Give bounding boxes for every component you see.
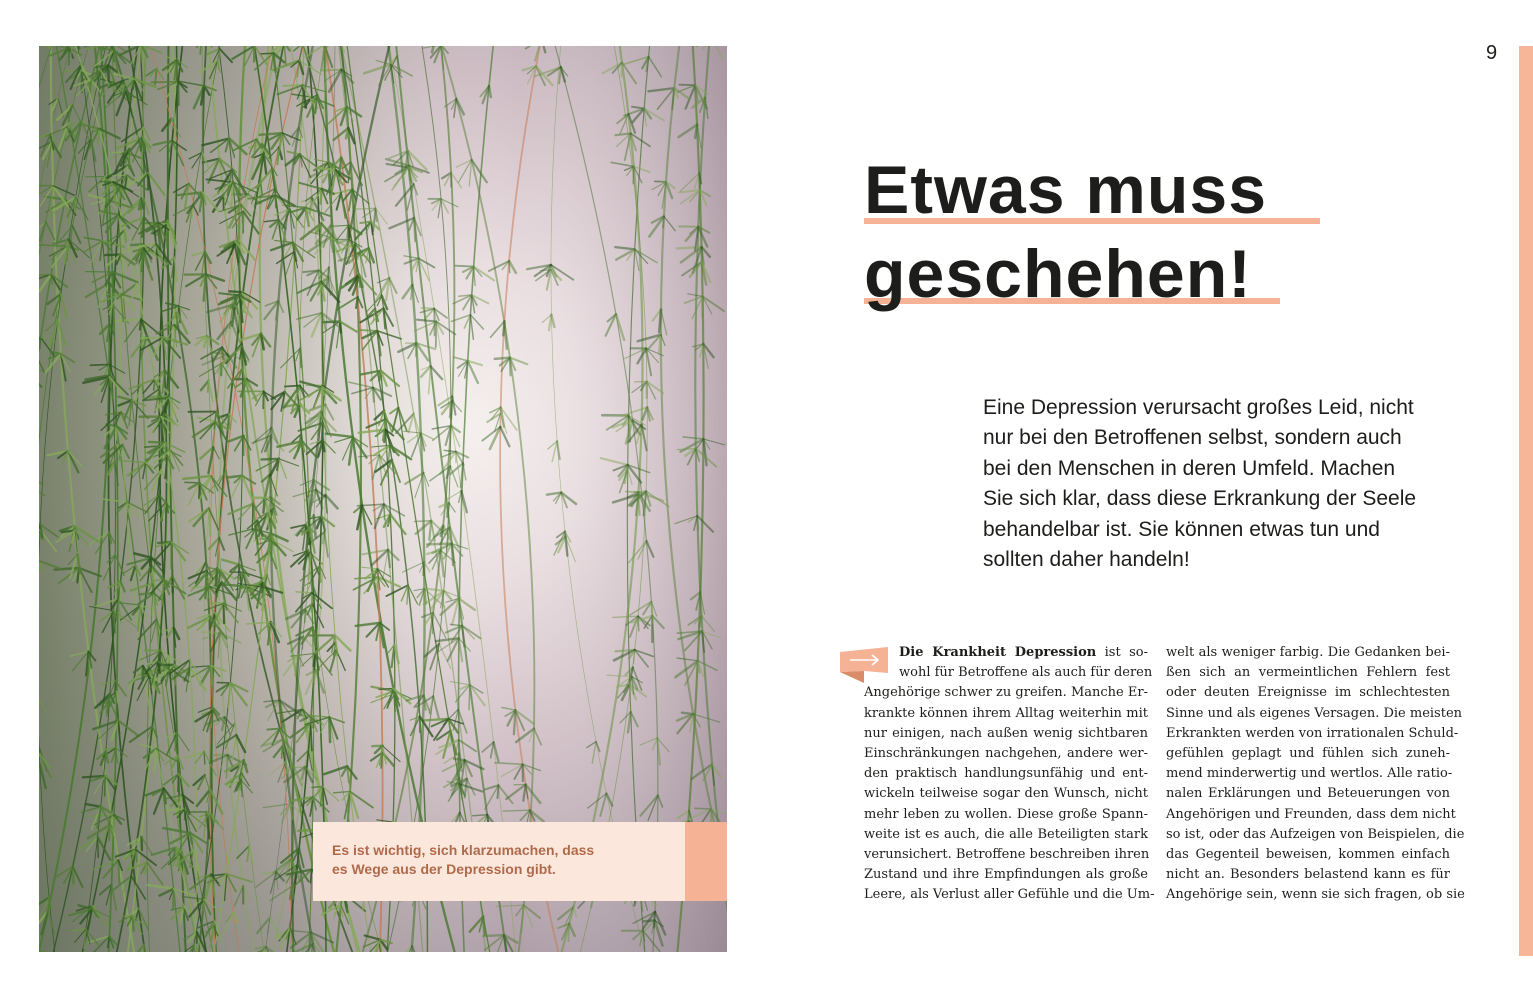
fern-leaf	[131, 244, 144, 245]
body-line: nalen Erklärungen und Beteuerungen von	[1166, 786, 1450, 802]
body-line: ßen sich an vermeintlichen Fehlern fest	[1166, 665, 1450, 681]
fern-leaf	[354, 208, 376, 209]
fern-leaf	[663, 216, 664, 227]
fern-leaf	[305, 610, 306, 622]
fern-leaf	[498, 785, 499, 798]
body-line: gefühlen geplagt und fühlen sich zuneh-	[1166, 746, 1450, 762]
photo-caption	[313, 822, 685, 901]
title-line: Etwas muss	[864, 152, 1268, 228]
body-line: mend minderwertig und wertlos. Alle ratio-	[1166, 766, 1453, 782]
fern-leaf	[452, 544, 453, 566]
chapter-color-strip	[1519, 46, 1533, 956]
body-column-1	[864, 643, 1155, 906]
fern-leaf	[423, 562, 424, 575]
fern-leaf	[425, 589, 426, 604]
fern-leaf	[161, 417, 162, 442]
intro-line: sollten daher handeln!	[983, 548, 1190, 572]
fern-leaf	[270, 435, 271, 460]
fern-leaf	[321, 70, 341, 71]
fern-leaf	[503, 810, 530, 811]
fern-leaf	[514, 710, 516, 734]
body-line: Sinne und als eigenes Versagen. Die meisten	[1166, 705, 1463, 721]
fern-leaf	[659, 310, 661, 333]
fern-leaf	[229, 291, 243, 292]
intro-line: bei den Menschen in deren Umfeld. Machen	[983, 456, 1396, 480]
fern-leaf	[140, 337, 163, 338]
fern-leaf	[253, 497, 270, 498]
fern-leaf	[229, 414, 230, 428]
fern-leaf	[178, 774, 179, 792]
fern-leaf	[311, 870, 312, 883]
fern-leaf	[483, 935, 504, 936]
fern-leaf	[695, 808, 711, 809]
caption-accent-tab	[685, 822, 727, 901]
fern-leaf	[105, 776, 106, 796]
fern-leaf	[175, 665, 176, 685]
body-line: den praktisch handlungsunfähig und ent-	[864, 766, 1148, 782]
intro-line: nur bei den Betroffenen selbst, sondern auch	[983, 426, 1402, 450]
fern-leaf	[39, 530, 40, 540]
fern-leaf	[224, 603, 225, 623]
fern-leaf	[149, 442, 165, 443]
body-line: wickeln teilweise sogar den Wunsch, nicht	[864, 786, 1148, 802]
body-line: Zustand und ihre Empfindungen als große	[864, 867, 1148, 883]
body-line: nicht an. Besonders belastend kann es für	[1166, 867, 1450, 883]
chapter-title	[864, 148, 1267, 316]
body-line: oder deuten Ereignisse im schlechtesten	[1166, 685, 1450, 701]
fern-leaf	[655, 181, 666, 182]
caption-line: Es ist wichtig, sich klarzumachen, dass	[332, 842, 595, 858]
fern-leaf	[149, 396, 168, 397]
fern-leaf	[113, 815, 114, 833]
body-line: mehr leben zu wollen. Diese große Spann-	[864, 806, 1148, 822]
fern-leaf	[296, 592, 312, 593]
fern-illustration	[39, 46, 727, 952]
fern-leaf	[252, 504, 253, 530]
intro-line: Eine Depression verursacht großes Leid, nicht	[983, 396, 1414, 419]
fern-leaf	[75, 198, 76, 213]
intro-line: Sie sich klar, dass diese Erkrankung der Seele	[983, 487, 1417, 511]
fern-photo	[39, 46, 727, 952]
fern-leaf	[261, 53, 274, 54]
fern-leaf	[622, 63, 623, 77]
body-line: welt als weniger farbig. Die Gedanken bei-	[1166, 645, 1450, 660]
body-line: so ist, oder das Aufzeigen von Beispielen, die	[1166, 826, 1465, 842]
fern-leaf	[638, 616, 639, 631]
body-line: Die Krankheit Depression ist so-	[899, 645, 1148, 660]
fern-leaf	[201, 632, 220, 633]
body-line: Erkrankten werden von irrationalen Schuld-	[1166, 725, 1459, 741]
caption-line: es Wege aus der Depression gibt.	[332, 861, 556, 877]
fern-leaf	[679, 85, 695, 86]
body-line: das Gegenteil beweisen, kommen einfach	[1166, 847, 1450, 863]
fern-leaf	[40, 337, 41, 348]
body-line: krankte können ihrem Alltag weiterhin mit	[864, 705, 1148, 721]
fern-leaf	[69, 48, 70, 65]
fern-leaf	[116, 426, 117, 440]
body-line: nur einigen, nach außen wenig sichtbaren	[864, 725, 1148, 741]
intro-paragraph	[983, 393, 1453, 575]
fern-leaf	[151, 558, 152, 572]
body-line: weite ist es auch, die alle Beteiligten stark	[864, 826, 1148, 842]
body-line: Angehörige sein, wenn sie sich fragen, ob sie	[1166, 887, 1465, 903]
title-line: geschehen!	[864, 236, 1252, 312]
body-line: Angehörige schwer zu greifen. Manche Er-	[864, 685, 1148, 701]
fern-leaf	[173, 889, 174, 909]
intro-line: behandelbar ist. Sie können etwas tun und	[983, 517, 1380, 541]
fern-leaf	[320, 189, 321, 204]
fern-leaf	[127, 165, 128, 183]
lead-in-phrase: Die Krankheit Depression	[899, 645, 1097, 660]
fern-leaf	[105, 255, 121, 256]
fern-leaf	[349, 240, 350, 263]
body-line: Einschränkungen nachgehen, andere wer-	[864, 746, 1148, 762]
fern-leaf	[217, 683, 230, 684]
fern-leaf	[285, 386, 300, 387]
page-number: 9	[1486, 42, 1498, 64]
fern-leaf	[633, 166, 634, 183]
body-line: Leere, als Verlust aller Gefühle und die Um-	[864, 887, 1155, 903]
fern-leaf	[216, 568, 217, 586]
fern-leaf	[91, 365, 110, 366]
body-line: wohl für Betroffene als auch für deren	[899, 665, 1153, 681]
fern-leaf	[469, 685, 470, 710]
body-line: Angehörigen und Freunden, dass dem nicht	[1166, 806, 1456, 822]
fern-leaf	[322, 423, 323, 444]
fern-leaf	[677, 247, 702, 248]
fern-leaf	[117, 691, 118, 703]
body-line: verunsichert. Betroffene beschreiben ihren	[864, 847, 1150, 863]
fern-leaf	[455, 266, 473, 267]
fern-leaf	[49, 898, 50, 909]
fern-leaf	[384, 504, 385, 520]
fern-leaf	[98, 129, 99, 144]
body-column-2	[1166, 643, 1465, 906]
